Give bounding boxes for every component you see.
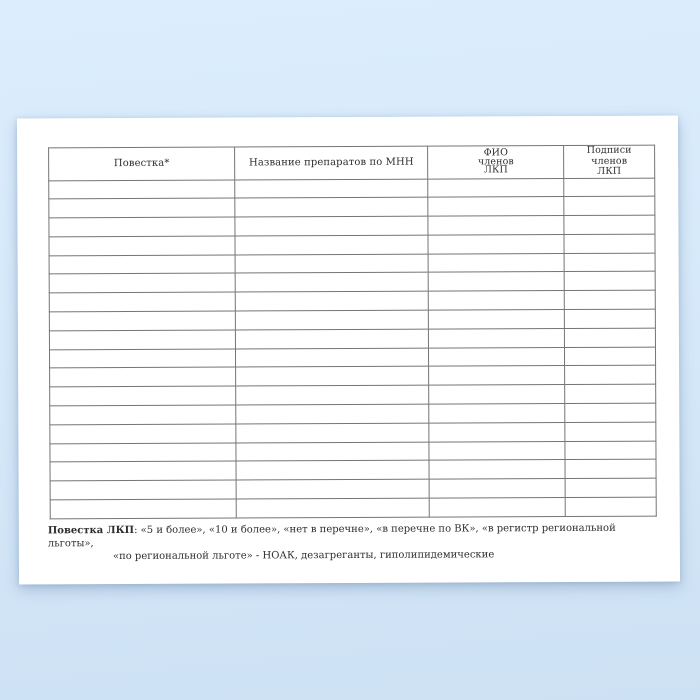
empty-cell bbox=[564, 178, 655, 197]
empty-cell bbox=[565, 441, 656, 460]
empty-cell bbox=[429, 347, 565, 366]
empty-cell bbox=[429, 310, 565, 329]
empty-cell bbox=[50, 424, 236, 444]
empty-cell bbox=[428, 178, 564, 197]
empty-cell bbox=[428, 272, 564, 291]
empty-cell bbox=[49, 255, 235, 275]
footnote-line-1 bbox=[48, 522, 648, 551]
empty-cell bbox=[50, 480, 236, 500]
empty-cell bbox=[236, 423, 429, 443]
empty-cell bbox=[235, 310, 428, 330]
empty-cell bbox=[235, 273, 428, 293]
empty-cell bbox=[50, 367, 236, 387]
header-line: членов bbox=[591, 155, 628, 167]
header-line: Подписи bbox=[586, 144, 632, 156]
empty-cell bbox=[49, 311, 235, 331]
empty-cell bbox=[428, 216, 564, 235]
empty-cell bbox=[429, 441, 565, 460]
header-line: ЛКП bbox=[483, 164, 508, 176]
empty-cell bbox=[50, 499, 236, 519]
empty-cell bbox=[429, 291, 565, 310]
empty-cell bbox=[236, 479, 429, 499]
table-row bbox=[50, 497, 656, 519]
empty-cell bbox=[235, 235, 428, 255]
footnote-line-2: «по региональной льготе» - НОАК, дезагреганты, гиполипидемические bbox=[112, 549, 495, 563]
empty-cell bbox=[428, 253, 564, 272]
column-header-member-signatures bbox=[564, 145, 655, 178]
empty-cell bbox=[50, 405, 236, 425]
empty-cell bbox=[236, 367, 429, 387]
footnote bbox=[48, 522, 648, 564]
empty-cell bbox=[49, 292, 235, 312]
empty-cell bbox=[565, 422, 656, 441]
empty-cell bbox=[564, 309, 655, 328]
empty-cell bbox=[564, 215, 655, 234]
empty-cell bbox=[50, 443, 236, 463]
empty-cell bbox=[49, 236, 235, 256]
table-body bbox=[49, 178, 657, 519]
empty-cell bbox=[429, 404, 565, 423]
empty-cell bbox=[429, 422, 565, 441]
empty-cell bbox=[49, 330, 235, 350]
empty-cell bbox=[49, 198, 235, 218]
document-sheet bbox=[17, 116, 680, 585]
empty-cell bbox=[565, 366, 656, 385]
column-header-drug-names: Название препаратов по МНН bbox=[235, 146, 428, 179]
empty-cell bbox=[565, 347, 656, 366]
empty-cell bbox=[236, 442, 429, 462]
empty-cell bbox=[50, 386, 236, 406]
empty-cell bbox=[564, 328, 655, 347]
empty-cell bbox=[49, 217, 235, 237]
table-header-row bbox=[49, 145, 655, 180]
empty-cell bbox=[565, 497, 656, 516]
column-header-agenda: Повестка* bbox=[49, 147, 235, 180]
empty-cell bbox=[49, 349, 235, 369]
footnote-text: : «5 и более», «10 и более», «нет в перечне», «в перечне по ВК», «в регистр региональной льготы», bbox=[47, 522, 616, 550]
empty-cell bbox=[49, 273, 235, 293]
agenda-table bbox=[48, 145, 657, 520]
empty-cell bbox=[49, 180, 235, 200]
empty-cell bbox=[429, 479, 565, 498]
empty-cell bbox=[565, 460, 656, 479]
empty-cell bbox=[429, 460, 565, 479]
empty-cell bbox=[428, 234, 564, 253]
empty-cell bbox=[564, 253, 655, 272]
empty-cell bbox=[565, 403, 656, 422]
column-header-member-names bbox=[428, 146, 564, 179]
empty-cell bbox=[565, 478, 656, 497]
empty-cell bbox=[564, 290, 655, 309]
header-line: ЛКП bbox=[597, 165, 622, 177]
empty-cell bbox=[50, 461, 236, 481]
empty-cell bbox=[564, 272, 655, 291]
empty-cell bbox=[235, 197, 428, 217]
header-line: ФИО bbox=[483, 147, 508, 159]
empty-cell bbox=[235, 254, 428, 274]
empty-cell bbox=[429, 366, 565, 385]
empty-cell bbox=[564, 196, 655, 215]
empty-cell bbox=[236, 498, 429, 518]
empty-cell bbox=[428, 197, 564, 216]
empty-cell bbox=[430, 498, 566, 517]
empty-cell bbox=[235, 179, 428, 199]
empty-cell bbox=[236, 348, 429, 368]
empty-cell bbox=[429, 385, 565, 404]
empty-cell bbox=[236, 461, 429, 481]
empty-cell bbox=[429, 328, 565, 347]
empty-cell bbox=[565, 384, 656, 403]
empty-cell bbox=[235, 216, 428, 236]
empty-cell bbox=[236, 385, 429, 405]
empty-cell bbox=[564, 234, 655, 253]
footnote-prefix: Повестка ЛКП bbox=[47, 524, 135, 537]
header-line: членов bbox=[477, 155, 514, 167]
empty-cell bbox=[236, 404, 429, 424]
empty-cell bbox=[235, 291, 428, 311]
empty-cell bbox=[235, 329, 428, 349]
